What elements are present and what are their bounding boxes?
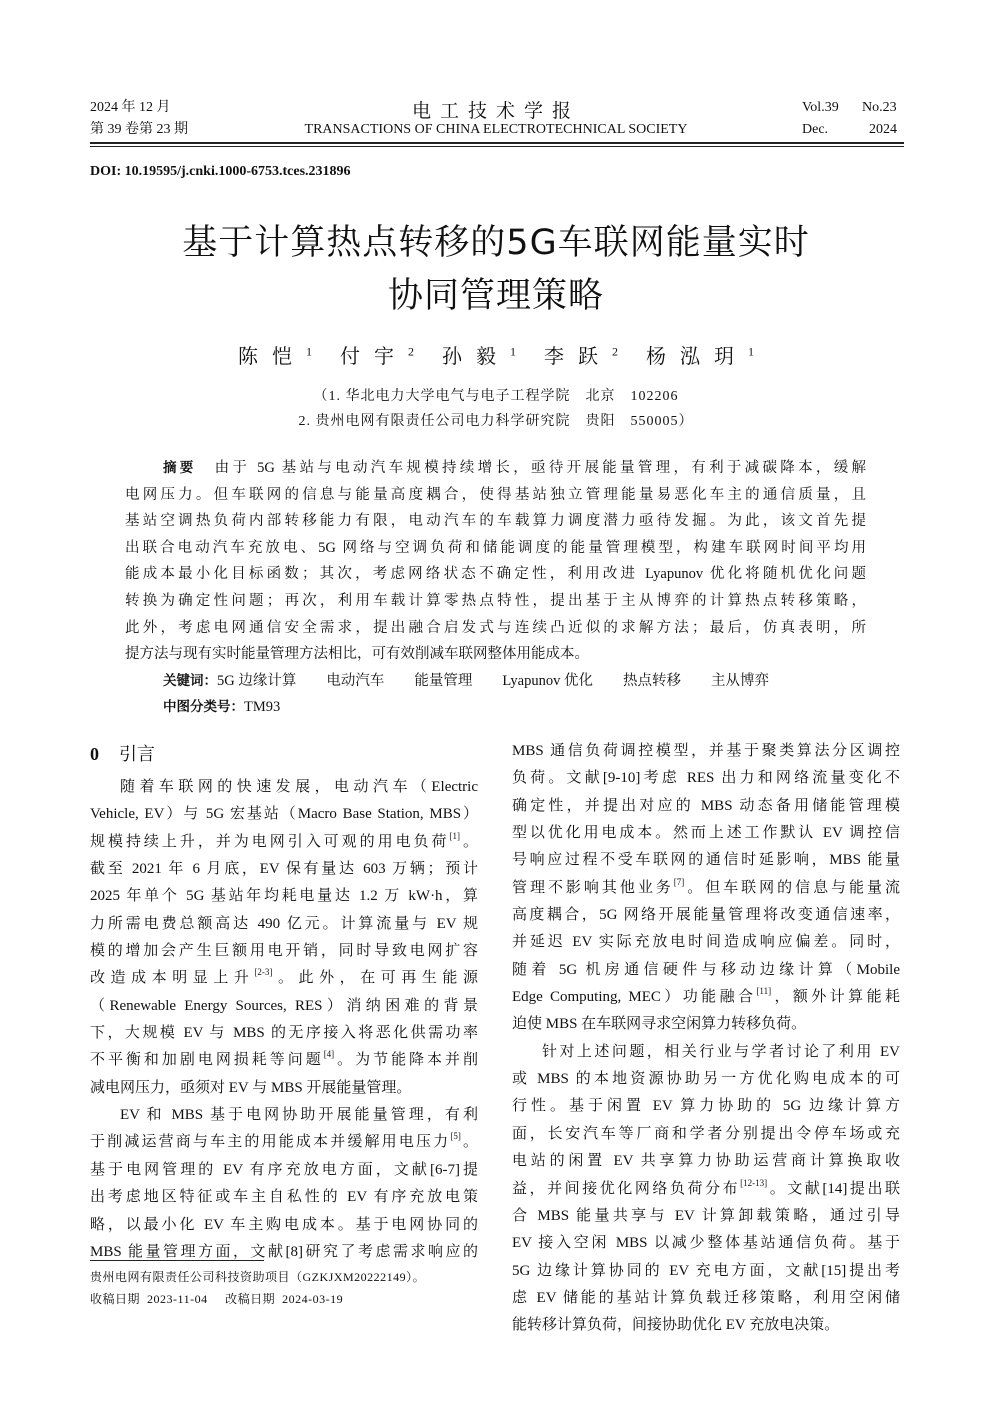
affiliation: 2. 贵州电网有限责任公司电力科学研究院 贵阳 550005）: [298, 414, 694, 429]
body-text-line: 行性。基于闲置 EV 算力协助的 5G 边缘计算方: [512, 1098, 900, 1115]
body-text-line: 高度耦合，5G 网络开展能量管理将改变通信速率，: [512, 907, 900, 924]
author: 付宇$^2$: [340, 344, 414, 368]
abstract: [125, 455, 866, 721]
keyword: 主从博弈: [710, 672, 769, 689]
section-number: 0: [90, 744, 99, 764]
body-text-line: 基于电网管理的 EV 有序充放电方面，文献[6-7]提: [90, 1161, 478, 1178]
body-text-line: 型以优化用电成本。然而上述工作默认 EV 调控信: [512, 825, 900, 842]
funding-note: 贵州电网有限责任公司科技资助项目（GZKJXM20222149）。: [90, 1270, 426, 1284]
body-text-line: 能转移计算负荷，间接协助优化 EV 充放电决策。: [512, 1317, 840, 1334]
keywords-label: 关键词：: [163, 672, 217, 689]
keywords: [125, 668, 866, 695]
author: 陈恺$^1$: [238, 344, 312, 368]
citation: [5]: [450, 1131, 461, 1142]
body-text-line: EV 和 MBS 基于电网协助开展能量管理，有利: [120, 1107, 478, 1124]
body-text-line: （Renewable Energy Sources, RES）消纳困难的背景: [90, 997, 478, 1014]
classification-value: TM93: [244, 699, 281, 716]
author: 孙毅$^1$: [442, 344, 516, 368]
author-affiliation-mark: 1: [748, 344, 754, 359]
revised-date: 2024-03-19: [282, 1292, 344, 1306]
volume: Vol.39: [802, 100, 839, 115]
keyword: 能量管理: [414, 672, 473, 689]
author-list: [0, 340, 992, 369]
journal-title-en: TRANSACTIONS OF CHINA ELECTROTECHNICAL SOCIETY: [304, 122, 688, 137]
body-text-line: MBS 能量管理方面，文献[8]研究了考虑需求响应的: [90, 1243, 478, 1260]
keyword: 热点转移: [622, 672, 681, 689]
author-affiliation-mark: 1: [306, 344, 312, 359]
body-text-line: 针对上述问题，相关行业与学者讨论了利用 EV: [542, 1043, 900, 1060]
abstract-line: 此外，考虑电网通信安全需求，提出融合启发式与连续凸近似的求解方法；最后，仿真表明，所: [125, 619, 866, 636]
body-text-line: 改造成本明显上升[2-3]。此外，在可再生能源: [90, 967, 478, 987]
abstract-line: 出联合电动汽车充放电、5G 网络与空调负荷和储能调度的能量管理模型，构建车联网时间平均用: [125, 539, 866, 556]
body-text-line: 号响应过程不受车联网的通信时延影响，MBS 能量: [512, 852, 900, 869]
received-date: 2023-11-04: [147, 1292, 208, 1306]
header-rule: [90, 142, 904, 144]
revised-label: 改稿日期: [225, 1292, 276, 1306]
body-text-line: 5G 边缘计算协同的 EV 充电方面，文献[15]提出考: [512, 1262, 900, 1279]
received-dates: [90, 1290, 343, 1307]
abstract-line: 摘要 由于 5G 基站与电动汽车规模持续增长，亟待开展能量管理，有利于减碳降本，缓解: [163, 460, 867, 476]
body-text-line: 出考虑地区特征或车主自私性的 EV 有序充放电策: [90, 1189, 478, 1206]
body-text-line: 益，并间接优化网络负荷分布[12-13]。文献[14]提出联: [512, 1177, 900, 1197]
paper-title-line: 基于计算热点转移的5G车联网能量实时: [182, 223, 810, 263]
citation: [11]: [756, 986, 772, 997]
author: 李跃$^2$: [544, 344, 618, 368]
footnote-rule: [90, 1260, 264, 1261]
keyword: Lyapunov 优化: [502, 672, 593, 689]
body-text-line: 截至 2021 年 6 月底，EV 保有量达 603 万辆；预计: [90, 861, 478, 878]
affiliation: （1. 华北电力大学电气与电子工程学院 北京 102206: [313, 389, 679, 404]
body-text-line: 确定性，并提出对应的 MBS 动态备用储能管理模: [512, 797, 900, 814]
body-text-line: 面，长安汽车等厂商和学者分别提出令停车场或充: [512, 1125, 900, 1142]
body-text-line: 迫使 MBS 在车联网寻求空闲算力转移负荷。: [512, 1016, 807, 1033]
abstract-line: 电网压力。但车联网的信息与能量高度耦合，使得基站独立管理能量易恶化车主的通信质量，且: [125, 486, 866, 503]
body-text-line: EV 接入空闲 MBS 以减少整体基站通信负荷。基于: [512, 1235, 900, 1252]
body-text-line: 虑 EV 储能的基站计算负载迁移策略，利用空闲储: [512, 1289, 900, 1306]
abstract-line: 基站空调热负荷内部转移能力有限，电动汽车的车载算力调度潜力亟待发掘。为此，该文首先提: [125, 513, 866, 530]
year: 2024: [869, 122, 897, 137]
body-text-line: 规模持续上升，并为电网引入可观的用电负荷[1]。: [90, 830, 478, 850]
section-heading: [90, 740, 155, 766]
author-affiliation-mark: 2: [612, 344, 618, 359]
keyword: 5G 边缘计算: [217, 672, 297, 689]
body-text-line: 模的增加会产生巨额用电开销，同时导致电网扩容: [90, 943, 478, 960]
abstract-line: 提方法与现有实时能量管理方法相比，可有效削减车联网整体用能成本。: [125, 646, 589, 663]
number: No.23: [862, 100, 897, 115]
month: Dec.: [802, 122, 829, 137]
header-rule: [90, 146, 904, 147]
citation: [1]: [449, 830, 460, 841]
body-text-line: Vehicle, EV）与 5G 宏基站（Macro Base Station, MBS）: [90, 806, 478, 823]
author-affiliation-mark: 1: [510, 344, 516, 359]
body-text-line: MBS 通信负荷调控模型，并基于聚类算法分区调控: [512, 743, 900, 759]
body-text-line: 电站的闲置 EV 共享算力协助运营商计算换取收: [512, 1153, 900, 1170]
citation: [7]: [673, 876, 685, 887]
body-text-line: Edge Computing, MEC）功能融合[11]，额外计算能耗: [512, 986, 900, 1006]
body-text-line: 管理不影响其他业务[7]。但车联网的信息与能量流: [512, 876, 900, 896]
body-text-line: 2025 年单个 5G 基站年均耗电量达 1.2 万 kW·h，算: [90, 888, 478, 905]
body-text-line: 略，以最小化 EV 车主购电成本。基于电网协同的: [90, 1216, 478, 1233]
body-text-line: 负荷。文献[9-10]考虑 RES 出力和网络流量变化不: [512, 770, 900, 787]
author-affiliation-mark: 2: [408, 344, 414, 359]
citation: [2-3]: [254, 967, 273, 978]
body-text-line: 随着 5G 机房通信硬件与移动边缘计算（Mobile: [512, 961, 900, 978]
body-text-line: 减电网压力，亟须对 EV 与 MBS 开展能量管理。: [90, 1079, 412, 1096]
abstract-line: 转换为确定性问题；再次，利用车载计算零热点特性，提出基于主从博弈的计算热点转移策略，: [125, 592, 866, 609]
classification-label: 中图分类号：: [163, 699, 244, 716]
body-text-line: 下，大规模 EV 与 MBS 的无序接入将恶化供需功率: [90, 1025, 478, 1042]
citation: [4]: [323, 1049, 335, 1060]
citation: [12-13]: [740, 1177, 768, 1188]
received-label: 收稿日期: [90, 1292, 141, 1306]
body-text-line: 合 MBS 能量共享与 EV 计算卸载策略，通过引导: [512, 1207, 900, 1224]
issue-volume: 第 39 卷第 23 期: [90, 122, 188, 137]
body-text-line: 不平衡和加剧电网损耗等问题[4]。为节能降本并削: [90, 1049, 478, 1069]
body-text-line: 随着车联网的快速发展，电动汽车（Electric: [120, 779, 478, 795]
classification-number: [125, 694, 866, 721]
abstract-label: 摘要: [163, 460, 197, 476]
left-column: [90, 774, 478, 1266]
keyword: 电动汽车: [326, 672, 385, 689]
body-text-line: 并延迟 EV 实际充放电时间造成响应偏差。同时，: [512, 934, 900, 951]
body-text-line: 或 MBS 的本地资源协助另一方优化购电成本的可: [512, 1071, 900, 1088]
right-column: [512, 738, 900, 1340]
doi: DOI: 10.19595/j.cnki.1000-6753.tces.231896: [90, 164, 351, 179]
section-title: 引言: [119, 744, 155, 765]
journal-title-cn: 电工技术学报: [411, 101, 580, 122]
paper-title-line: 协同管理策略: [387, 276, 604, 316]
body-text-line: 于削减运营商与车主的用能成本并缓解用电压力[5]。: [90, 1131, 478, 1151]
body-text-line: 力所需电费总额高达 490 亿元。计算流量与 EV 规: [90, 915, 478, 932]
abstract-line: 能成本最小化目标函数；其次，考虑网络状态不确定性，利用改进 Lyapunov 优化将随机优化问题: [125, 566, 866, 583]
issue-date: 2024 年 12 月: [90, 100, 171, 115]
author: 杨泓玥$^1$: [646, 344, 754, 368]
